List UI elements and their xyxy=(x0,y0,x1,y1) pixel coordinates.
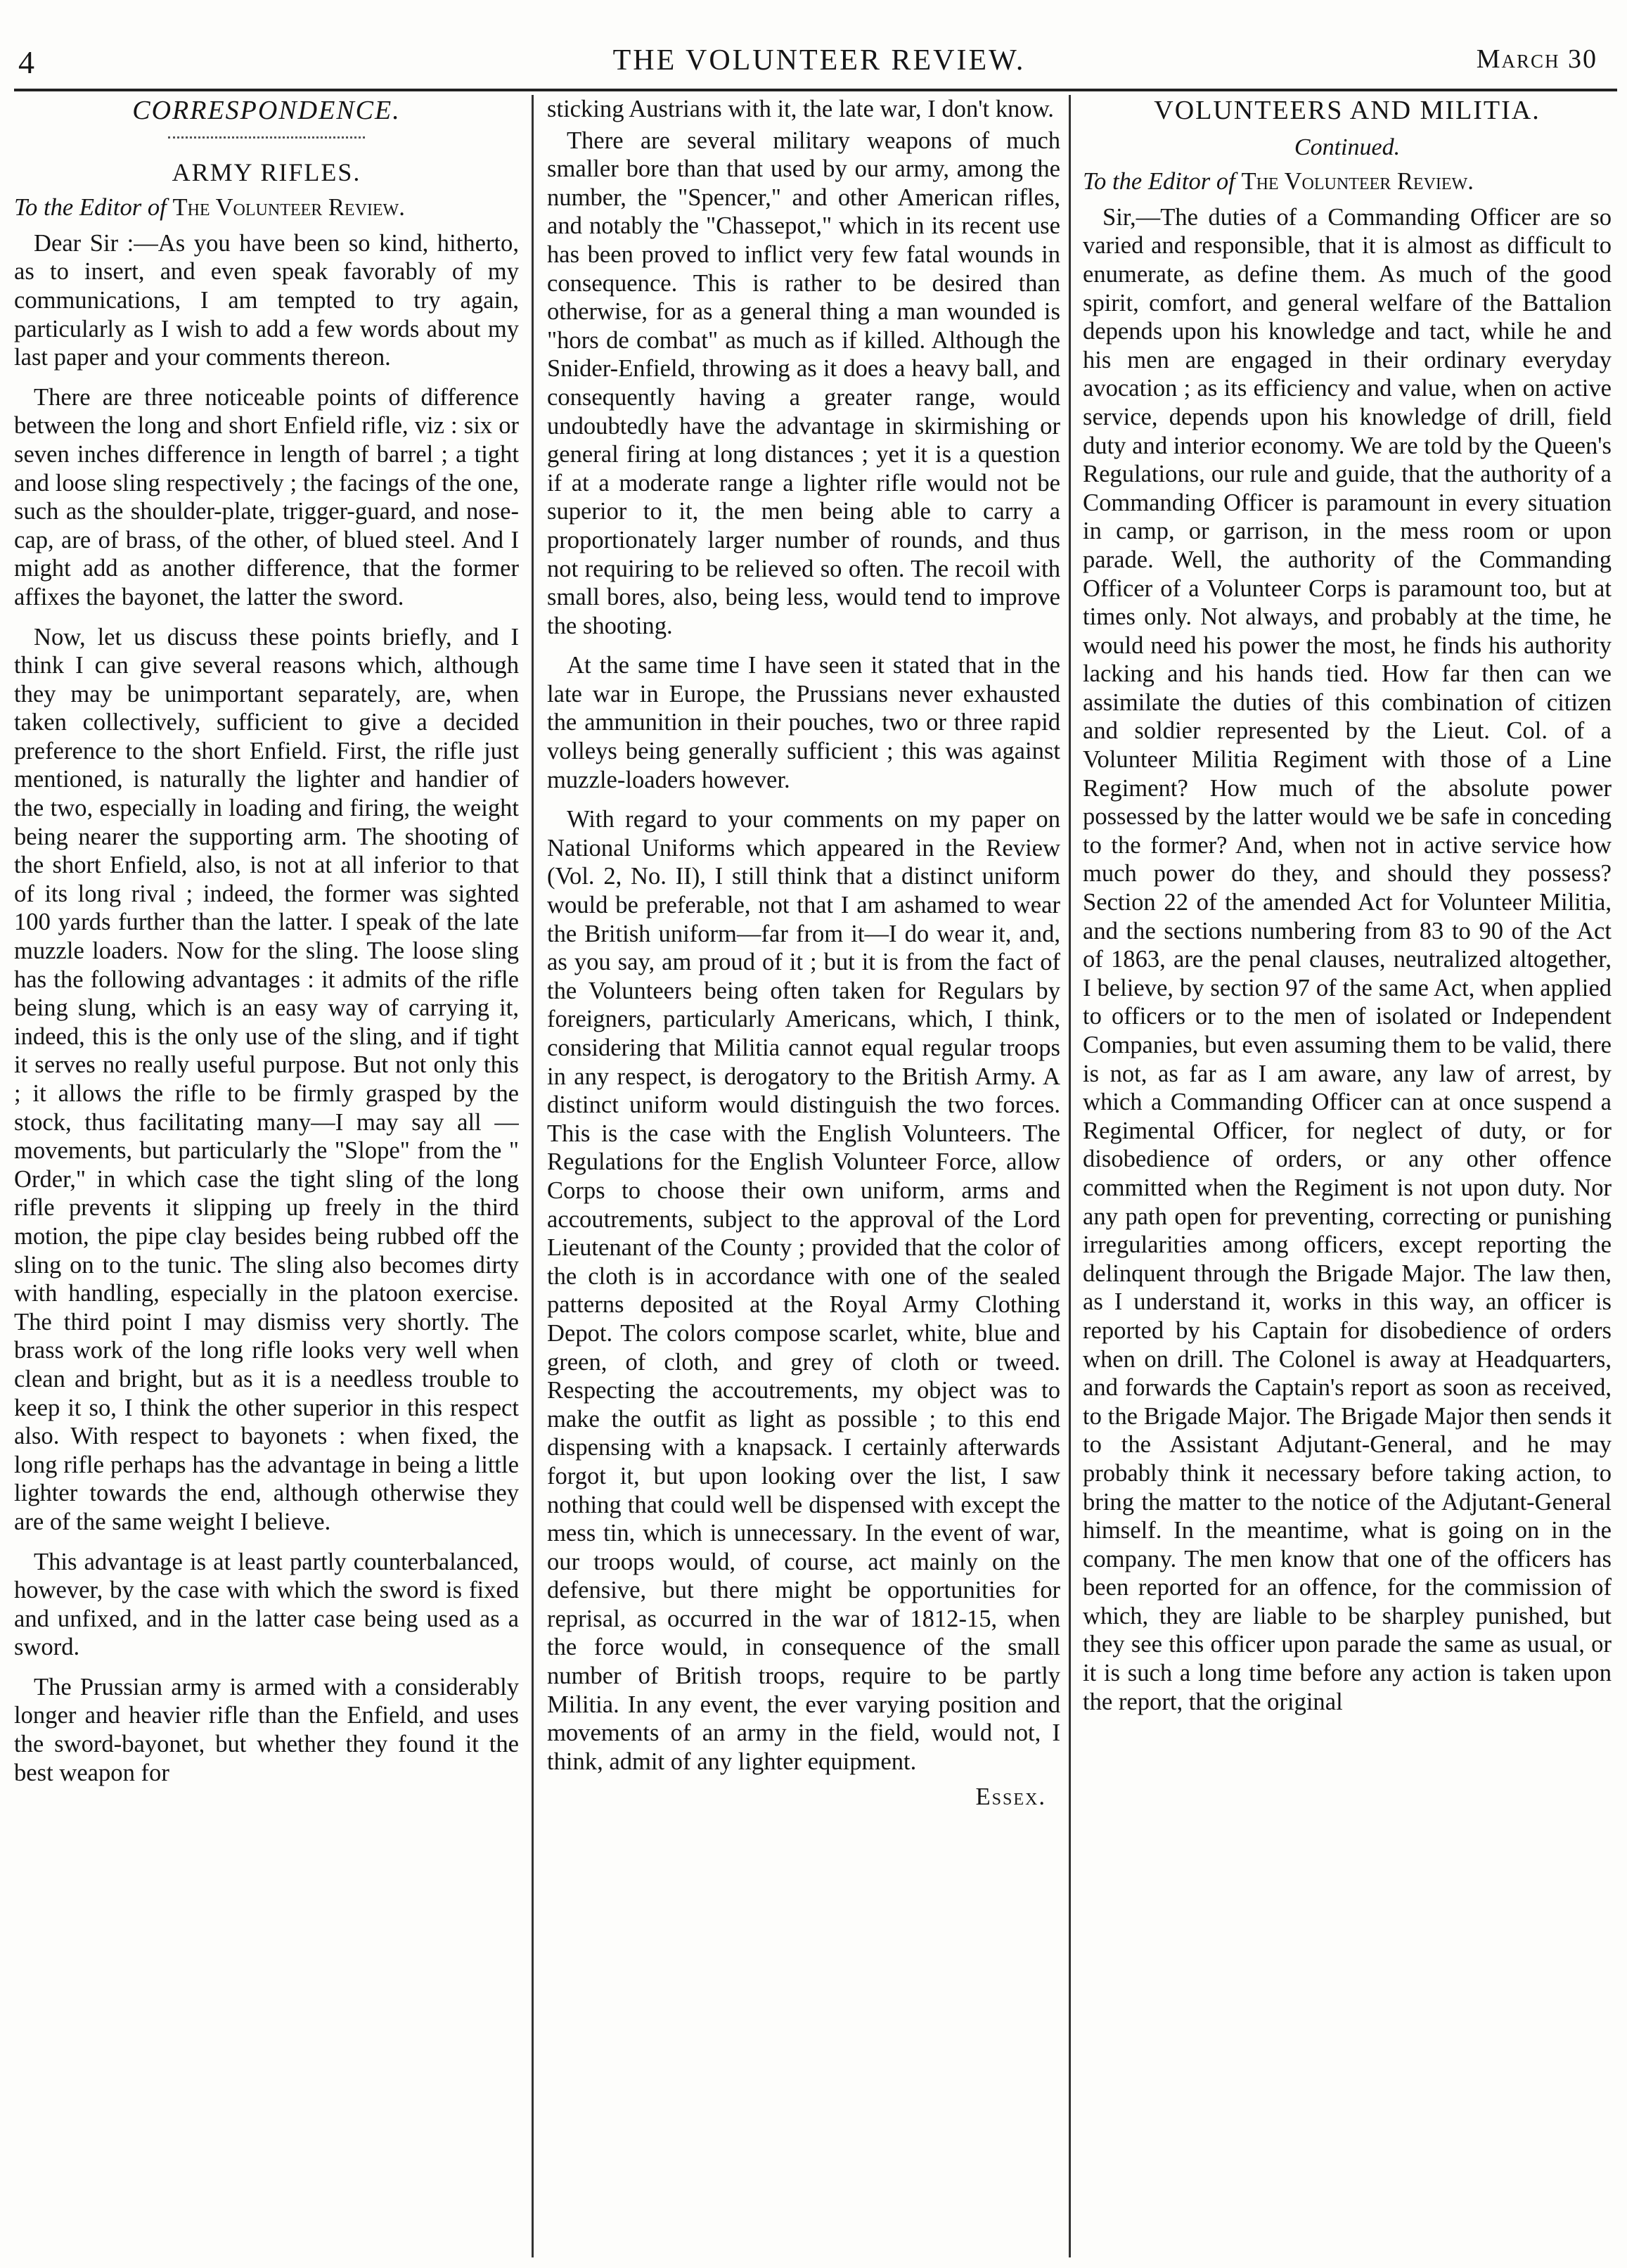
addressee-prefix: To the Editor of xyxy=(14,194,167,222)
column-rule-2 xyxy=(1069,95,1071,2257)
page-header xyxy=(14,44,1624,93)
article-title-army-rifles: ARMY RIFLES. xyxy=(172,158,361,186)
column-2 xyxy=(547,95,1060,2247)
signature: Essex. xyxy=(975,1783,1046,1811)
addressee-prefix: To the Editor of xyxy=(1083,168,1235,196)
page-number: 4 xyxy=(18,44,34,80)
paragraph: Dear Sir :—As you have been so kind, hitherto, as to insert, and even speak favorably of my communications, I am tempted to try again, particularly as I wish to add a few words about my last paper and your comments thereon. xyxy=(14,229,519,371)
paragraph: There are three noticeable points of difference between the long and short Enfield rifle, viz : six or seven inches difference in length of barrel ; a tight and loose sling respectively ; the facings of the one, such as the shoulder-plate, trigger-guard, and nose-cap, are of brass, of the other, of blued steel. And I might add as another difference, that the former affixes the bayonet, the latter the sword. xyxy=(14,383,519,610)
paragraph: Sir,—The duties of a Commanding Officer are so varied and responsible, that it is almost as difficult to enumerate, as define them. As much of the good spirit, comfort, and general welfare of the Battalion depends upon his knowledge and tact, while he and his men are engaged in their ordinary everyday avocation ; as its efficiency and value, when on active service, depends upon his knowledge of drill, field duty and interior economy. We are told by the Queen's Regulations, our rule and guide, that the authority of a Commanding Officer is paramount in every situation in camp, or garrison, in the mess room or upon parade. Well, the authority of the Commanding Officer of a Volunteer Corps is paramount too, but at times only. Not always, and probably at the time, he would need his power the most, he finds his authority lacking and his hands tied. How far then can we assimilate the duties of this combination of citizen and soldier represented by the Lieut. Col. of a Volunteer Militia Regiment with those of a Line Regiment? How much of the absolute power possessed by the latter would we be safe in conceding to the former? And, when not in active service how much power do they, and should they possess? Section 22 of the amended Act for Volunteer Militia, and the sections numbering from 83 to 90 of the Act of 1863, are the penal clauses, neutralized altogether, I believe, by section 97 of the same Act, when applied to officers or to the men of isolated or Independent Companies, but even assuming them to be valid, there is not, as far as I am aware, any law of arrest, by which a Commanding Officer can at once suspend a Regimental Officer, for neglect of duty, or for disobedience of orders, or any other offence committed when the Regiment is not upon duty. Nor any path open for preventing, correcting or punishing irregularities among officers, except reporting the delinquent through the Brigade Major. The law then, as I understand it, works in this way, an officer is reported by his Captain for disobedience of orders when on drill. The Colonel is away at Headquarters, and forwards the Captain's report as soon as received, to the Brigade Major. The Brigade Major then sends it to the Assistant Adjutant-General, and he may probably think it necessary before taking action, to bring the matter to the notice of the Adjutant-General himself. In the meantime, what is going on in the company. The men know that one of the officers has been reported for an offence, for the commission of which, they are liable to be sharpley punished, but they see this officer upon parade the same as usual, or it is such a long time before any action is taken upon the report, that the original xyxy=(1083,203,1612,1715)
section-heading-correspondence: CORRESPONDENCE. xyxy=(132,96,401,125)
running-title: THE VOLUNTEER REVIEW. xyxy=(612,44,1026,77)
section-heading-volunteers-militia: VOLUNTEERS AND MILITIA. xyxy=(1154,96,1541,125)
paragraph: At the same time I have seen it stated that in the late war in Europe, the Prussians never exhausted the ammunition in their pouches, two or three rapid volleys being generally sufficient ; this was against muzzle-loaders however. xyxy=(547,652,1060,793)
issue-date: March 30 xyxy=(1476,44,1597,74)
paragraph: The Prussian army is armed with a considerably longer and heavier rifle than the Enfield, and uses the sword-bayonet, but whether they found it the best weapon for xyxy=(14,1673,519,1786)
column-3 xyxy=(1083,95,1612,2247)
ornament-divider xyxy=(168,136,365,139)
paragraph: sticking Austrians with it, the late war, I don't know. xyxy=(547,96,1054,122)
addressee-paper: The Volunteer Review. xyxy=(172,194,405,222)
column-rule-1 xyxy=(532,95,534,2257)
paragraph: Now, let us discuss these points briefly, and I think I can give several reasons which, although they may be unimportant separately, are, when taken collectively, sufficient to give a decided preference to the short Enfield. First, the rifle just mentioned, is naturally the lighter and handier of the two, especially in loading and firing, the weight being nearer the supporting arm. The shooting of the short Enfield, also, is not at all inferior to that of its long rival ; indeed, the former was sighted 100 yards further than the latter. I speak of the late muzzle loaders. Now for the sling. The loose sling has the following advantages : it admits of the rifle being slung, which is an easy way of carrying it, indeed, this is the only use of the sling, and if tight it serves no really useful purpose. But not only this ; it allows the rifle to be firmly grasped by the stock, thus facilitating many—I may say all — movements, but particularly the "Slope" from the " Order," in which case the tight sling of the long rifle prevents it slipping up freely in the third motion, the pipe clay besides being rubbed off the sling on to the tunic. The sling also becomes dirty with handling, especially in the platoon exercise. The third point I may dismiss very shortly. The brass work of the long rifle looks very well when clean and bright, but as it is a needless trouble to keep it so, I think the other superior in this respect also. With respect to bayonets : when fixed, the long rifle perhaps has the advantage in being a little lighter towards the end, although otherwise they are of the same weight I believe. xyxy=(14,623,519,1535)
addressee-line xyxy=(14,193,519,222)
paragraph: This advantage is at least partly counterbalanced, however, by the case with which the sword is fixed and unfixed, and in the latter case being used as a sword. xyxy=(14,1548,519,1661)
addressee-paper: The Volunteer Review. xyxy=(1241,168,1474,196)
header-rule xyxy=(14,89,1617,91)
addressee-line xyxy=(1083,167,1612,196)
column-1 xyxy=(14,95,519,2247)
paragraph: With regard to your comments on my paper on National Uniforms which appeared in the Review (Vol. 2, No. II), I still think that a distinct uniform would be preferable, not that I am ashamed to wear the British uniform—far from it—I do wear it, and, as you say, am proud of it ; but it is from the fact of the Volunteers being often taken for Regulars by foreigners, particularly Americans, which, I think, considering that Militia cannot equal regular troops in any respect, is derogatory to the British Army. A distinct uniform would distinguish the two forces. This is the case with the English Volunteers. The Regulations for the English Volunteer Force, allow Corps to choose their own uniform, arms and accoutrements, subject to the approval of the Lord Lieutenant of the County ; provided that the color of the cloth is in accordance with one of the sealed patterns deposited at the Royal Army Clothing Depot. The colors compose scarlet, white, blue and green, of cloth, and grey of cloth or tweed. Respecting the accoutrements, my object was to make the outfit as light as possible ; to this end dispensing with a knapsack. I certainly afterwards forgot it, but upon looking over the list, I saw nothing that could well be dispensed with except the mess tin, which is unnecessary. In the event of war, our troops would, of course, act mainly on the defensive, but there might be opportunities for reprisal, as occurred in the war of 1812-15, when the force would, in consequence of the small number of British troops, require to be partly Militia. In any event, the ever varying position and movements of an army in the field, would not, I think, admit of any lighter equipment. xyxy=(547,806,1060,1775)
paragraph: There are several military weapons of much smaller bore than that used by our army, among the number, the "Spencer," and other American rifles, and notably the "Chassepot," which in its recent use has been proved to inflict very few fatal wounds in consequence. This is rather to be desired than otherwise, for as a general thing a man wounded is "hors de combat" as much as if killed. Although the Snider-Enfield, throwing as it does a heavy ball, and consequently having a greater range, would undoubtedly have the advantage in skirmishing or general firing at long distances ; yet it is a question if at a moderate range a lighter rifle would not be superior to it, the men being able to carry a proportionately larger number of rounds, and thus not requiring to be relieved so often. The recoil with small bores, also, being less, would tend to improve the shooting. xyxy=(547,127,1060,639)
continued-label: Continued. xyxy=(1294,134,1401,160)
